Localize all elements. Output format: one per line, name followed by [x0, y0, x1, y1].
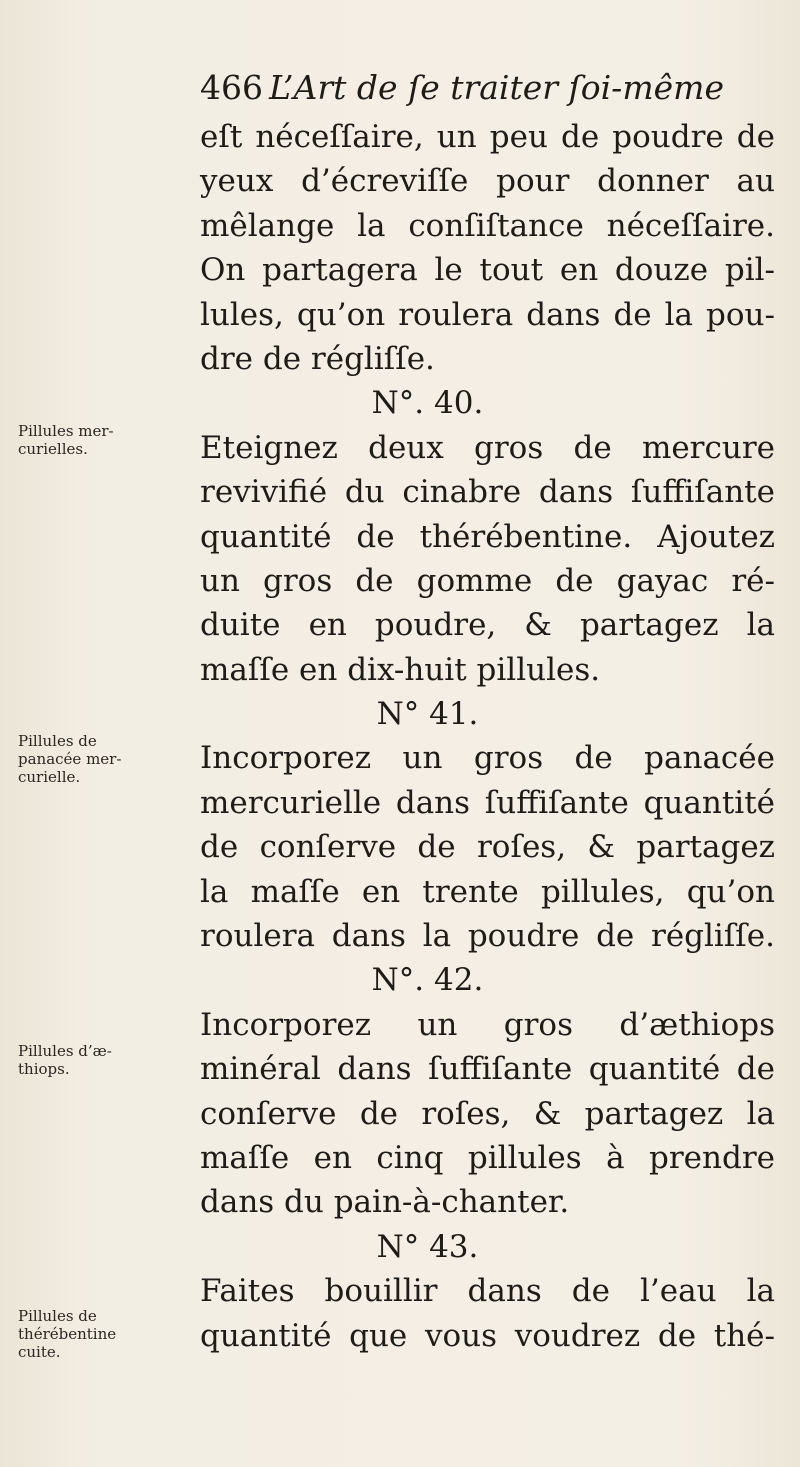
text-line: de conſerve de roſes, & partagez — [200, 829, 775, 866]
text-line: la maſſe en trente pillules, qu’on — [200, 873, 775, 910]
text-line: Eteignez deux gros de mercure — [200, 429, 775, 466]
margin-note-pillules-therebentine: Pillules de thérébentine cuite. — [18, 1307, 117, 1361]
margin-note-pillules-aethiops: Pillules d’æ-thiops. — [18, 1042, 112, 1078]
page-number: 466 — [200, 68, 263, 107]
text-line: Incorporez un gros de panacée — [200, 740, 775, 777]
text-line: lules, qu’on roulera dans de la pou- — [200, 296, 775, 333]
text-line: dre de régliſſe. — [200, 340, 435, 377]
recipe-number: N° 41. — [376, 696, 479, 733]
text-line: dans du pain-à-chanter. — [200, 1184, 570, 1221]
recipe-number: N° 43. — [376, 1228, 479, 1265]
text-line: un gros de gomme de gayac ré- — [200, 562, 775, 599]
text-line: Faites bouillir dans de l’eau la — [200, 1273, 775, 1310]
text-line: On partagera le tout en douze pil- — [200, 252, 775, 289]
text-line: revivifié du cinabre dans ſuffiſante — [200, 474, 775, 511]
recipe-number: N°. 40. — [371, 385, 484, 422]
running-title: L’Art de ſe traiter ſoi-même — [269, 68, 724, 107]
text-line: yeux d’écreviſſe pour donner au — [200, 163, 775, 200]
margin-note-pillules-panacee: Pillules de panacée mer-curielle. — [18, 732, 122, 786]
text-line: minéral dans ſuffiſante quantité de — [200, 1051, 775, 1088]
text-line: mercurielle dans ſuffiſante quantité — [200, 784, 775, 821]
page-body — [200, 115, 775, 1358]
text-line: roulera dans la poudre de régliſſe. — [200, 918, 775, 955]
text-line: quantité que vous voudrez de thé- — [200, 1317, 775, 1354]
text-line: maſſe en cinq pillules à prendre — [200, 1139, 775, 1176]
text-line: maſſe en dix-huit pillules. — [200, 651, 601, 688]
margin-note-pillules-mercurielles: Pillules mer-curielles. — [18, 422, 114, 458]
text-line: duite en poudre, & partagez la — [200, 607, 775, 644]
text-line: eſt néceſſaire, un peu de poudre de — [200, 119, 775, 155]
running-header — [200, 68, 760, 108]
text-line: conſerve de roſes, & partagez la — [200, 1095, 775, 1132]
text-line: Incorporez un gros d’æthiops — [200, 1006, 775, 1043]
text-line: quantité de thérébentine. Ajoutez — [200, 518, 775, 555]
text-line: mêlange la conſiſtance néceſſaire. — [200, 207, 775, 244]
recipe-number: N°. 42. — [371, 962, 484, 999]
